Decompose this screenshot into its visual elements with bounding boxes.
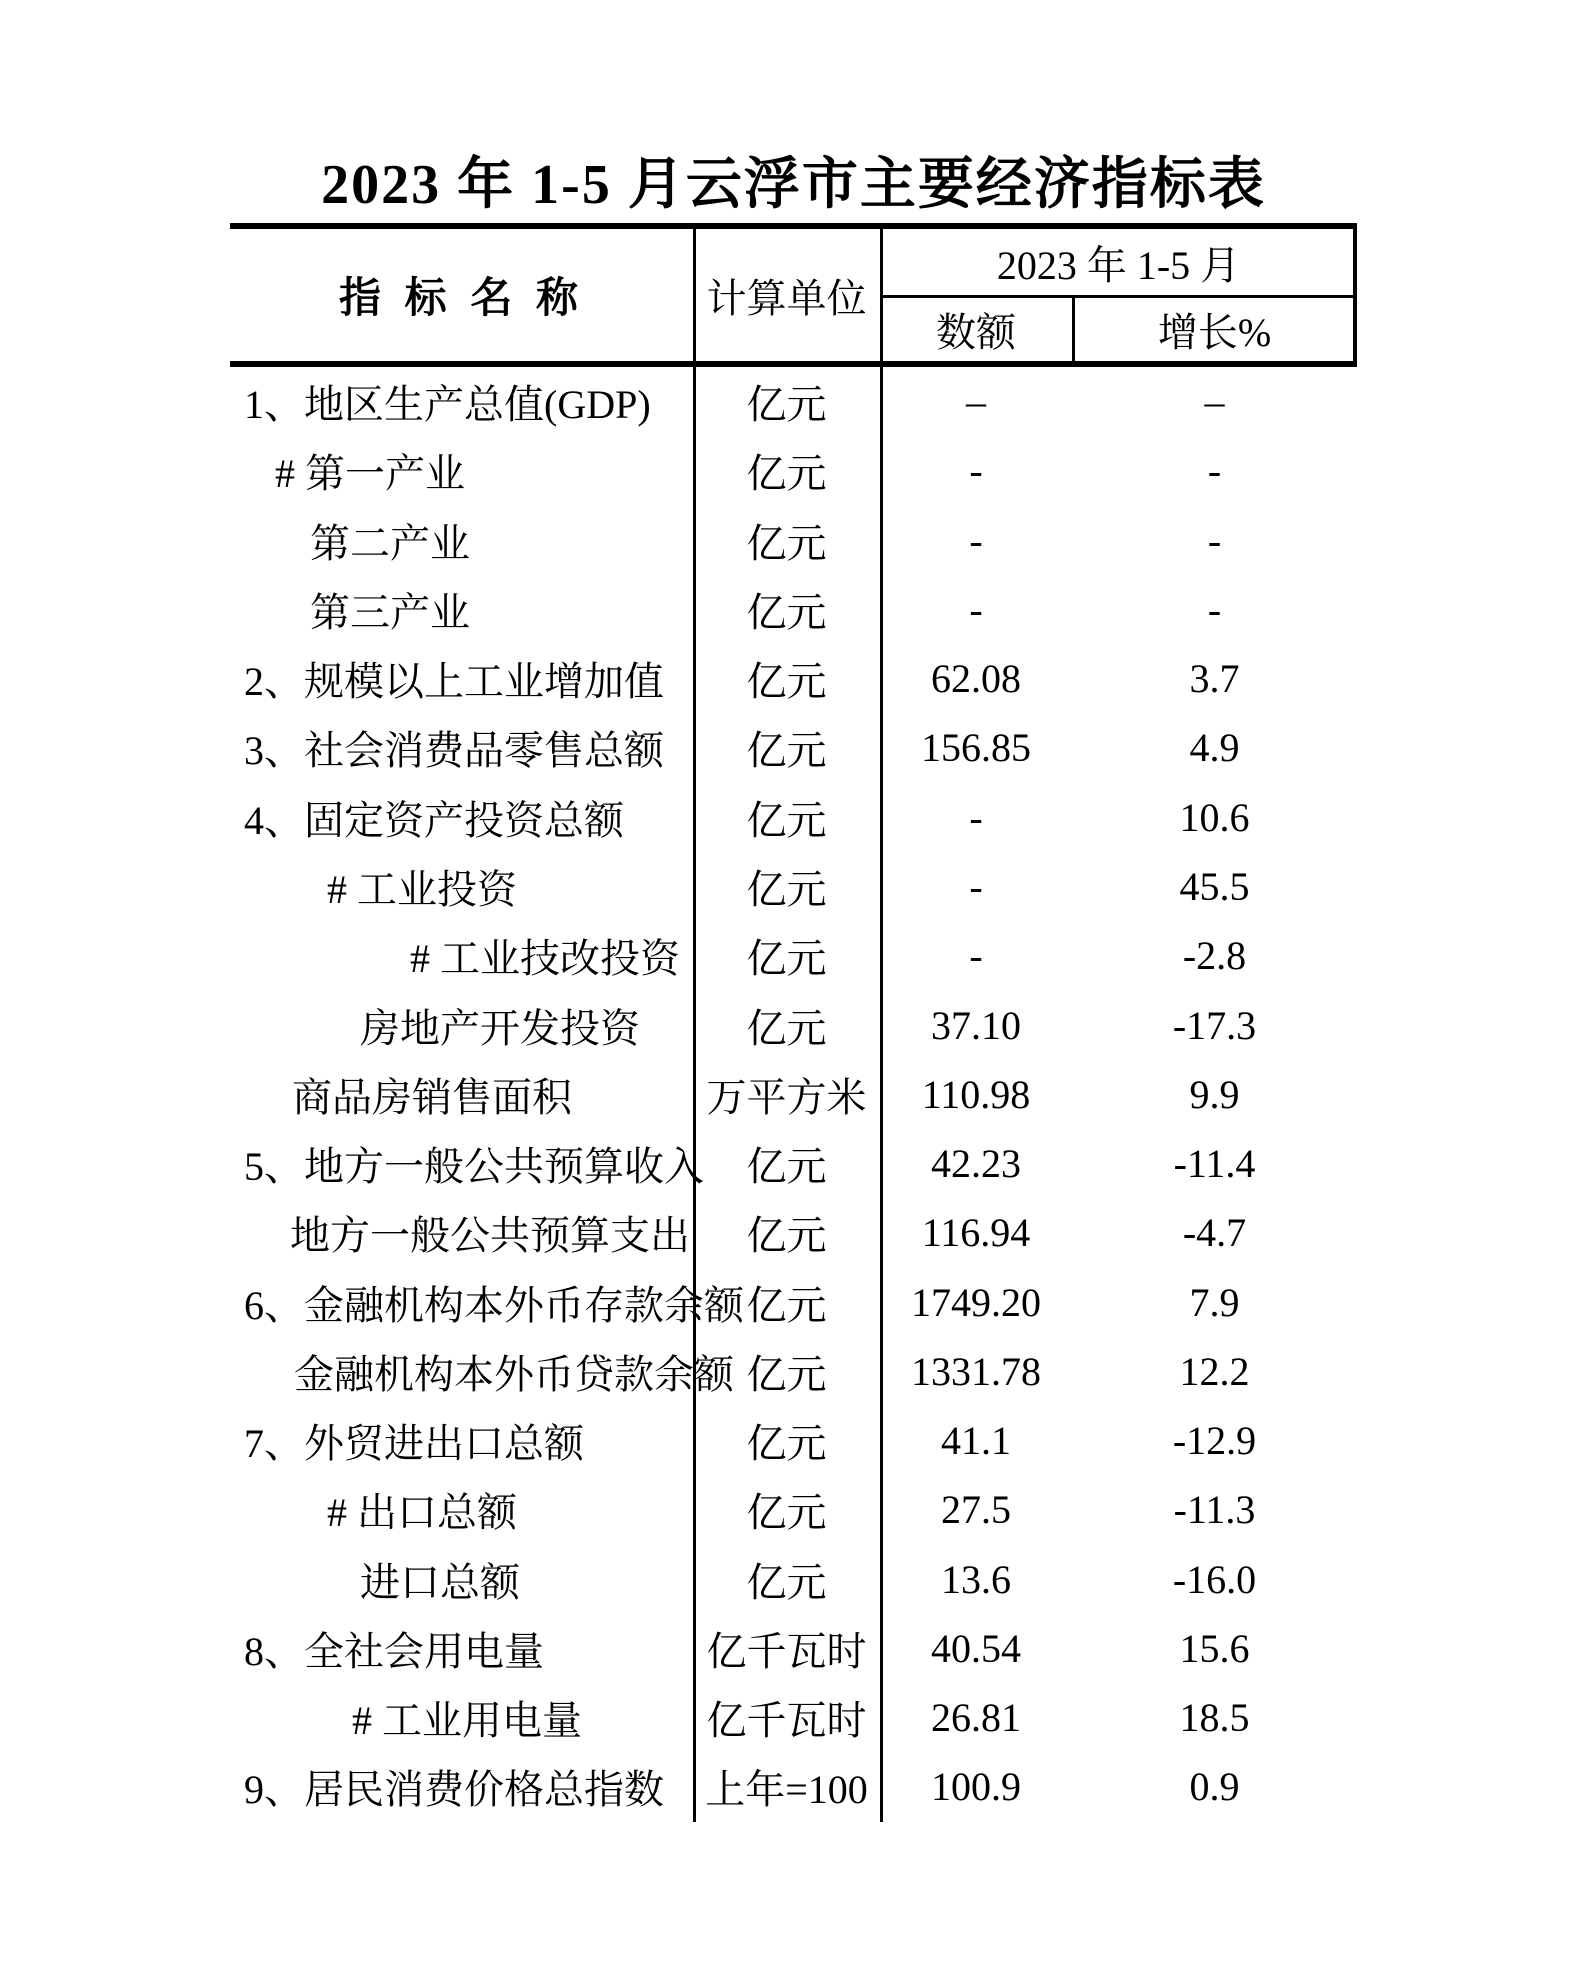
indicator-unit: 亿元 <box>746 451 827 497</box>
indicator-name: # 工业技改投资 <box>410 936 680 982</box>
indicator-unit: 亿千瓦时 <box>706 1628 867 1674</box>
indicator-amount: - <box>969 517 983 563</box>
indicator-growth: -17.3 <box>1172 1002 1257 1048</box>
indicator-name: 进口总额 <box>360 1559 520 1605</box>
indicator-growth: 7.9 <box>1189 1279 1240 1325</box>
indicator-unit: 亿元 <box>746 1490 827 1536</box>
indicator-growth: 12.2 <box>1179 1348 1250 1394</box>
indicator-amount: 156.85 <box>921 725 1031 771</box>
indicator-name: 2、规模以上工业增加值 <box>244 659 664 705</box>
indicator-growth: 9.9 <box>1189 1071 1240 1117</box>
table-row <box>230 1060 1357 1129</box>
indicator-amount: 100.9 <box>931 1764 1021 1810</box>
indicator-growth: - <box>1207 517 1222 563</box>
indicator-growth: -16.0 <box>1172 1556 1257 1602</box>
indicator-name: # 出口总额 <box>327 1490 517 1536</box>
indicator-amount: 40.54 <box>931 1625 1021 1671</box>
indicator-unit: 亿元 <box>746 659 827 705</box>
indicator-amount: - <box>969 586 983 632</box>
table-row <box>230 783 1357 852</box>
indicator-amount: – <box>966 379 986 425</box>
indicator-name: 1、地区生产总值(GDP) <box>244 382 651 428</box>
indicator-name: 4、固定资产投资总额 <box>244 797 624 843</box>
indicator-amount: 116.94 <box>921 1210 1031 1256</box>
table-row <box>230 1614 1357 1683</box>
indicator-name: # 工业投资 <box>327 866 517 912</box>
indicator-amount: 37.10 <box>931 1002 1021 1048</box>
table-row <box>230 852 1357 921</box>
indicators-table <box>230 223 1357 1822</box>
indicator-unit: 亿元 <box>746 1559 827 1605</box>
table-row <box>230 367 1357 436</box>
indicator-growth: - <box>1207 448 1222 494</box>
table-row <box>230 1337 1357 1406</box>
indicator-growth: 0.9 <box>1189 1764 1240 1810</box>
header-growth-percent: 增长% <box>1157 310 1272 355</box>
indicator-amount: 42.23 <box>931 1141 1021 1187</box>
indicator-growth: 3.7 <box>1189 656 1240 702</box>
indicator-unit: 亿元 <box>746 1421 827 1467</box>
table-row <box>230 921 1357 990</box>
indicator-name: 3、社会消费品零售总额 <box>244 728 664 774</box>
page-title: 2023 年 1-5 月云浮市主要经济指标表 <box>321 154 1266 216</box>
indicator-name: 第二产业 <box>310 520 470 566</box>
indicator-unit: 万平方米 <box>706 1074 867 1120</box>
indicator-amount: 26.81 <box>931 1695 1021 1741</box>
indicator-amount: 62.08 <box>931 656 1021 702</box>
header-amount: 数额 <box>936 310 1016 355</box>
indicator-amount: 13.6 <box>941 1556 1011 1602</box>
table-row <box>230 575 1357 644</box>
indicator-amount: 27.5 <box>941 1487 1011 1533</box>
indicator-unit: 亿元 <box>746 936 827 982</box>
table-row <box>230 713 1357 782</box>
indicator-growth: 4.9 <box>1189 725 1240 771</box>
indicator-unit: 亿元 <box>746 520 827 566</box>
indicator-amount: - <box>969 794 983 840</box>
indicator-growth: - <box>1207 586 1222 632</box>
table-body <box>230 367 1357 1822</box>
indicator-amount: - <box>969 448 983 494</box>
indicator-growth: -11.3 <box>1173 1487 1256 1533</box>
indicator-amount: 1749.20 <box>911 1279 1041 1325</box>
table-row <box>230 1406 1357 1475</box>
indicator-unit: 亿千瓦时 <box>706 1698 867 1744</box>
indicator-name: 商品房销售面积 <box>292 1074 572 1120</box>
indicator-growth: 15.6 <box>1179 1625 1250 1671</box>
indicator-name: 6、金融机构本外币存款余额 <box>244 1282 744 1328</box>
indicator-name: 7、外贸进出口总额 <box>244 1421 584 1467</box>
indicator-unit: 上年=100 <box>705 1767 868 1813</box>
table-row <box>230 1752 1357 1821</box>
indicator-unit: 亿元 <box>746 1144 827 1190</box>
indicator-growth: -11.4 <box>1173 1141 1256 1187</box>
indicator-amount: 1331.78 <box>911 1348 1041 1394</box>
indicator-growth: 10.6 <box>1179 794 1250 840</box>
table-row <box>230 990 1357 1059</box>
indicator-name: 9、居民消费价格总指数 <box>244 1767 664 1813</box>
indicator-unit: 亿元 <box>746 1282 827 1328</box>
indicator-name: # 第一产业 <box>275 451 465 497</box>
table-row <box>230 644 1357 713</box>
table-row <box>230 1129 1357 1198</box>
header-indicator-name: 指 标 名 称 <box>338 274 584 321</box>
indicator-growth: -2.8 <box>1182 933 1247 979</box>
table-row <box>230 1683 1357 1752</box>
table-row <box>230 506 1357 575</box>
table-row <box>230 1545 1357 1614</box>
indicator-growth: -4.7 <box>1182 1210 1247 1256</box>
indicator-name: 地方一般公共预算支出 <box>290 1213 690 1259</box>
header-period: 2023 年 1-5 月 <box>996 242 1241 288</box>
table-row <box>230 436 1357 505</box>
indicator-unit: 亿元 <box>746 1005 827 1051</box>
indicator-growth: -12.9 <box>1172 1418 1257 1464</box>
indicator-unit: 亿元 <box>746 866 827 912</box>
header-unit: 计算单位 <box>706 275 867 321</box>
table-row <box>230 1475 1357 1544</box>
indicator-amount: 41.1 <box>941 1418 1011 1464</box>
indicator-unit: 亿元 <box>746 797 827 843</box>
indicator-unit: 亿元 <box>746 1213 827 1259</box>
indicator-unit: 亿元 <box>746 1351 827 1397</box>
indicator-unit: 亿元 <box>746 382 827 428</box>
indicator-amount: - <box>969 863 983 909</box>
indicator-unit: 亿元 <box>746 728 827 774</box>
indicator-name: 金融机构本外币贷款余额 <box>294 1351 734 1397</box>
indicator-name: 第三产业 <box>310 589 470 635</box>
indicator-name: 8、全社会用电量 <box>244 1628 544 1674</box>
indicator-growth: 45.5 <box>1179 863 1250 909</box>
indicator-growth: – <box>1204 379 1225 425</box>
table-row <box>230 1198 1357 1267</box>
indicator-unit: 亿元 <box>746 589 827 635</box>
indicator-amount: - <box>969 933 983 979</box>
indicator-name: 5、地方一般公共预算收入 <box>244 1144 704 1190</box>
indicator-growth: 18.5 <box>1179 1695 1250 1741</box>
indicator-name: # 工业用电量 <box>352 1698 582 1744</box>
indicator-name: 房地产开发投资 <box>360 1005 640 1051</box>
indicator-amount: 110.98 <box>921 1071 1031 1117</box>
table-row <box>230 1267 1357 1336</box>
